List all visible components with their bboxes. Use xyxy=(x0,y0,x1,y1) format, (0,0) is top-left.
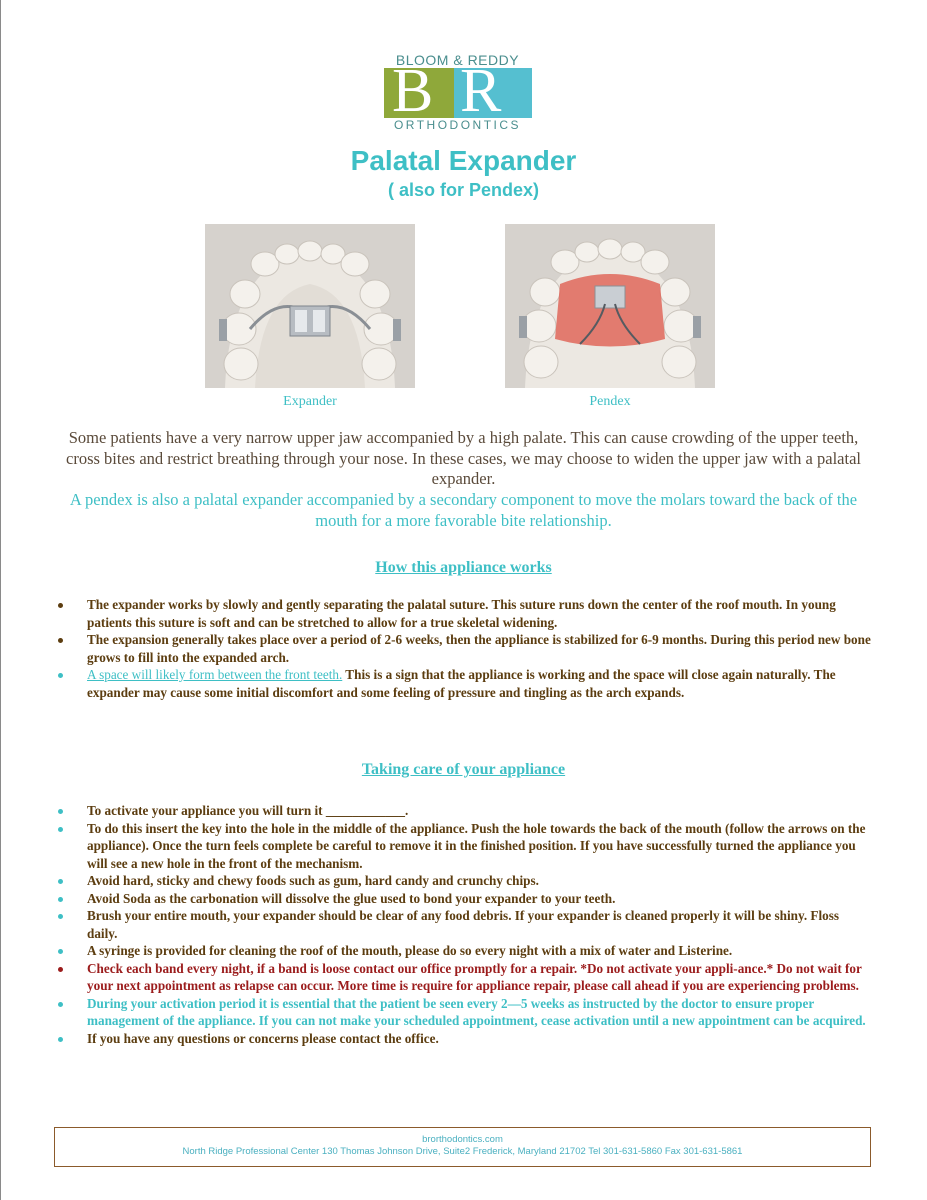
care-heading: Taking care of your appliance xyxy=(361,761,566,778)
list-item: To activate your appliance you will turn it ____________. xyxy=(56,802,871,820)
logo-top-text: BLOOM & REDDY xyxy=(395,52,520,68)
bullet-icon xyxy=(58,809,63,814)
list-item-warning: Check each band every night, if a band is loose contact our office promptly for a repair. *Do not activate your appli-ance.* Do not wait for your next appointment as relapse can occur. More time is require for appliance repair, please call ahead if you are experiencing problems. xyxy=(56,960,871,995)
list-item: Avoid Soda as the carbonation will dissolve the glue used to bond your expander to your teeth. xyxy=(56,890,871,908)
practice-logo xyxy=(380,52,535,134)
logo-bottom-text: ORTHODONTICS xyxy=(393,118,522,132)
bullet-icon xyxy=(58,949,63,954)
expander-photo xyxy=(205,224,415,388)
logo-letter-b: B xyxy=(392,57,434,125)
list-item: A syringe is provided for cleaning the roof of the mouth, please do so every night with a mix of water and Listerine. xyxy=(56,942,871,960)
bullet-icon xyxy=(58,914,63,919)
website-link[interactable]: brorthodontics.com xyxy=(422,1134,503,1145)
page-title: Palatal Expander xyxy=(350,145,577,176)
bullet-icon xyxy=(58,603,63,608)
list-item-notice: During your activation period it is essential that the patient be seen every 2—5 weeks as instructed by the doctor to ensure proper management of the appliance. If you can not make your scheduled appointment, cease activation until a new appointment can be acquired. xyxy=(56,995,871,1030)
front-teeth-space-link[interactable]: A space will likely form between the front teeth. xyxy=(87,667,343,682)
bullet-icon xyxy=(58,827,63,832)
page-subtitle: ( also for Pendex) xyxy=(387,180,540,200)
list-item: The expansion generally takes place over a period of 2-6 weeks, then the appliance is stabilized for 6-9 months. During this period new bone grows to fill into the expanded arch. xyxy=(56,631,871,666)
pendex-photo xyxy=(505,224,715,388)
office-address: North Ridge Professional Center 130 Thomas Johnson Drive, Suite2 Frederick, Maryland 21702 Tel 301-631-5860 Fax 301-631-5861 xyxy=(182,1146,743,1157)
how-it-works-heading: How this appliance works xyxy=(375,559,552,576)
intro-paragraph: Some patients have a very narrow upper jaw accompanied by a high palate. This can cause crowding of the upper teeth, cross bites and restrict breathing through your nose. In these cases, we may choose to widen the upper jaw with a palatal expander. xyxy=(66,428,861,488)
bullet-icon xyxy=(58,879,63,884)
bullet-icon xyxy=(58,897,63,902)
list-item: Avoid hard, sticky and chewy foods such as gum, hard candy and crunchy chips. xyxy=(56,872,871,890)
list-item: A space will likely form between the front teeth. This is a sign that the appliance is working and the space will close again naturally. The expander may cause some initial discomfort and some feeling of pressure and tingling as the arch expands. xyxy=(56,666,871,701)
logo-letter-r: R xyxy=(460,57,502,125)
bullet-icon xyxy=(58,967,63,972)
pendex-paragraph: A pendex is also a palatal expander accompanied by a secondary component to move the molars toward the back of the mouth for a more favorable bite relationship. xyxy=(69,490,858,530)
bullet-icon xyxy=(58,638,63,643)
care-list xyxy=(56,802,871,1047)
list-item: Brush your entire mouth, your expander should be clear of any food debris. If your expander is cleaned properly it will be shiny. Floss daily. xyxy=(56,907,871,942)
contact-footer xyxy=(54,1127,871,1167)
pendex-caption: Pendex xyxy=(589,394,631,409)
list-item: If you have any questions or concerns please contact the office. xyxy=(56,1030,871,1048)
expander-caption: Expander xyxy=(283,394,337,409)
how-it-works-list xyxy=(56,596,871,701)
bullet-icon xyxy=(58,1037,63,1042)
bullet-icon xyxy=(58,673,63,678)
bullet-icon xyxy=(58,1002,63,1007)
list-item: To do this insert the key into the hole in the middle of the appliance. Push the hole towards the back of the mouth (follow the arrows on the appliance). Once the turn feels complete be careful to remove it in the finished position. If you have successfully turned the appliance you will see a new hole in the front of the mechanism. xyxy=(56,820,871,873)
list-item: The expander works by slowly and gently separating the palatal suture. This suture runs down the center of the roof mouth. In young patients this suture is soft and can be stretched to allow for a true skeletal widening. xyxy=(56,596,871,631)
